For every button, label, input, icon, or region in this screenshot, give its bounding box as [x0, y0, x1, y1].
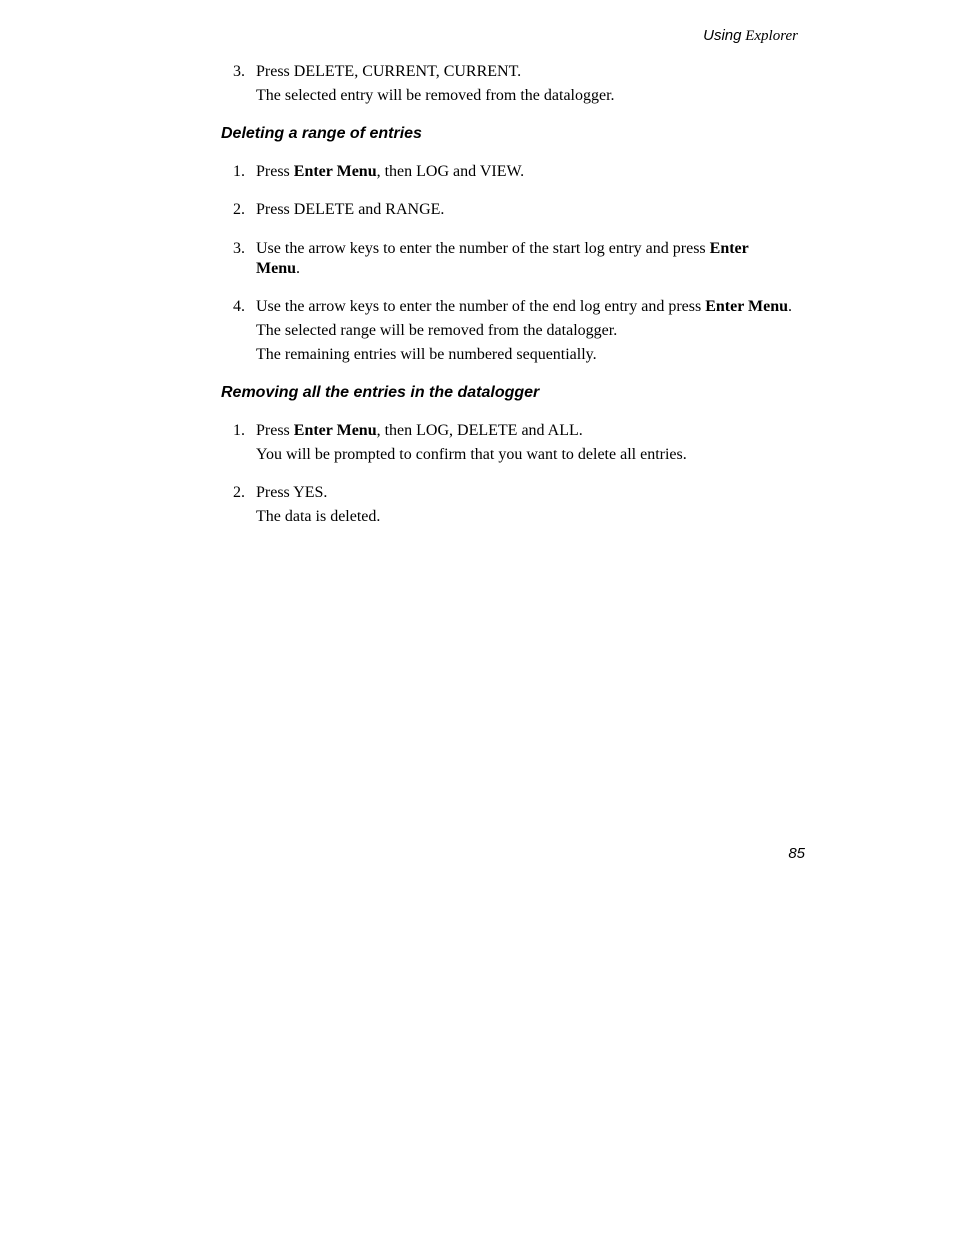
- all-step-2: [221, 483, 796, 527]
- step-text: Press Enter Menu, then LOG, DELETE and ALL.: [256, 422, 583, 439]
- heading-deleting-range: Deleting a range of entries: [221, 125, 422, 142]
- step-text: Press DELETE, CURRENT, CURRENT.: [256, 63, 522, 80]
- range-step-3: [221, 239, 796, 279]
- header-explorer: Explorer: [745, 28, 798, 44]
- step-3-delete-current: [221, 62, 796, 106]
- header-using: Using: [703, 27, 742, 44]
- step-number: 4.: [233, 298, 245, 315]
- range-step-1: [221, 162, 796, 182]
- step-note: The selected range will be removed from the datalogger.: [256, 322, 618, 339]
- step-text: Press DELETE and RANGE.: [256, 201, 445, 218]
- heading-removing-all: Removing all the entries in the datalogger: [221, 384, 540, 401]
- range-step-4: [221, 297, 796, 365]
- step-number: 2.: [233, 484, 245, 501]
- range-step-2: [221, 200, 796, 220]
- step-note: The selected entry will be removed from the datalogger.: [256, 87, 615, 104]
- step-note: You will be prompted to confirm that you want to delete all entries.: [256, 446, 687, 463]
- step-number: 1.: [233, 422, 245, 439]
- step-text: Use the arrow keys to enter the number of the start log entry and press Enter Menu.: [256, 240, 749, 277]
- step-text: Press YES.: [256, 484, 328, 501]
- step-text: Press Enter Menu, then LOG and VIEW.: [256, 163, 525, 180]
- running-header: [703, 27, 798, 45]
- step-number: 2.: [233, 201, 245, 218]
- step-number: 1.: [233, 163, 245, 180]
- all-step-1: [221, 421, 796, 465]
- step-text: Use the arrow keys to enter the number of the end log entry and press Enter Menu.: [256, 298, 793, 315]
- page-content: [221, 62, 796, 527]
- page-number: 85: [788, 845, 805, 862]
- step-note: The remaining entries will be numbered sequentially.: [256, 346, 597, 363]
- step-note: The data is deleted.: [256, 508, 381, 525]
- step-number: 3.: [233, 63, 245, 80]
- step-number: 3.: [233, 240, 245, 257]
